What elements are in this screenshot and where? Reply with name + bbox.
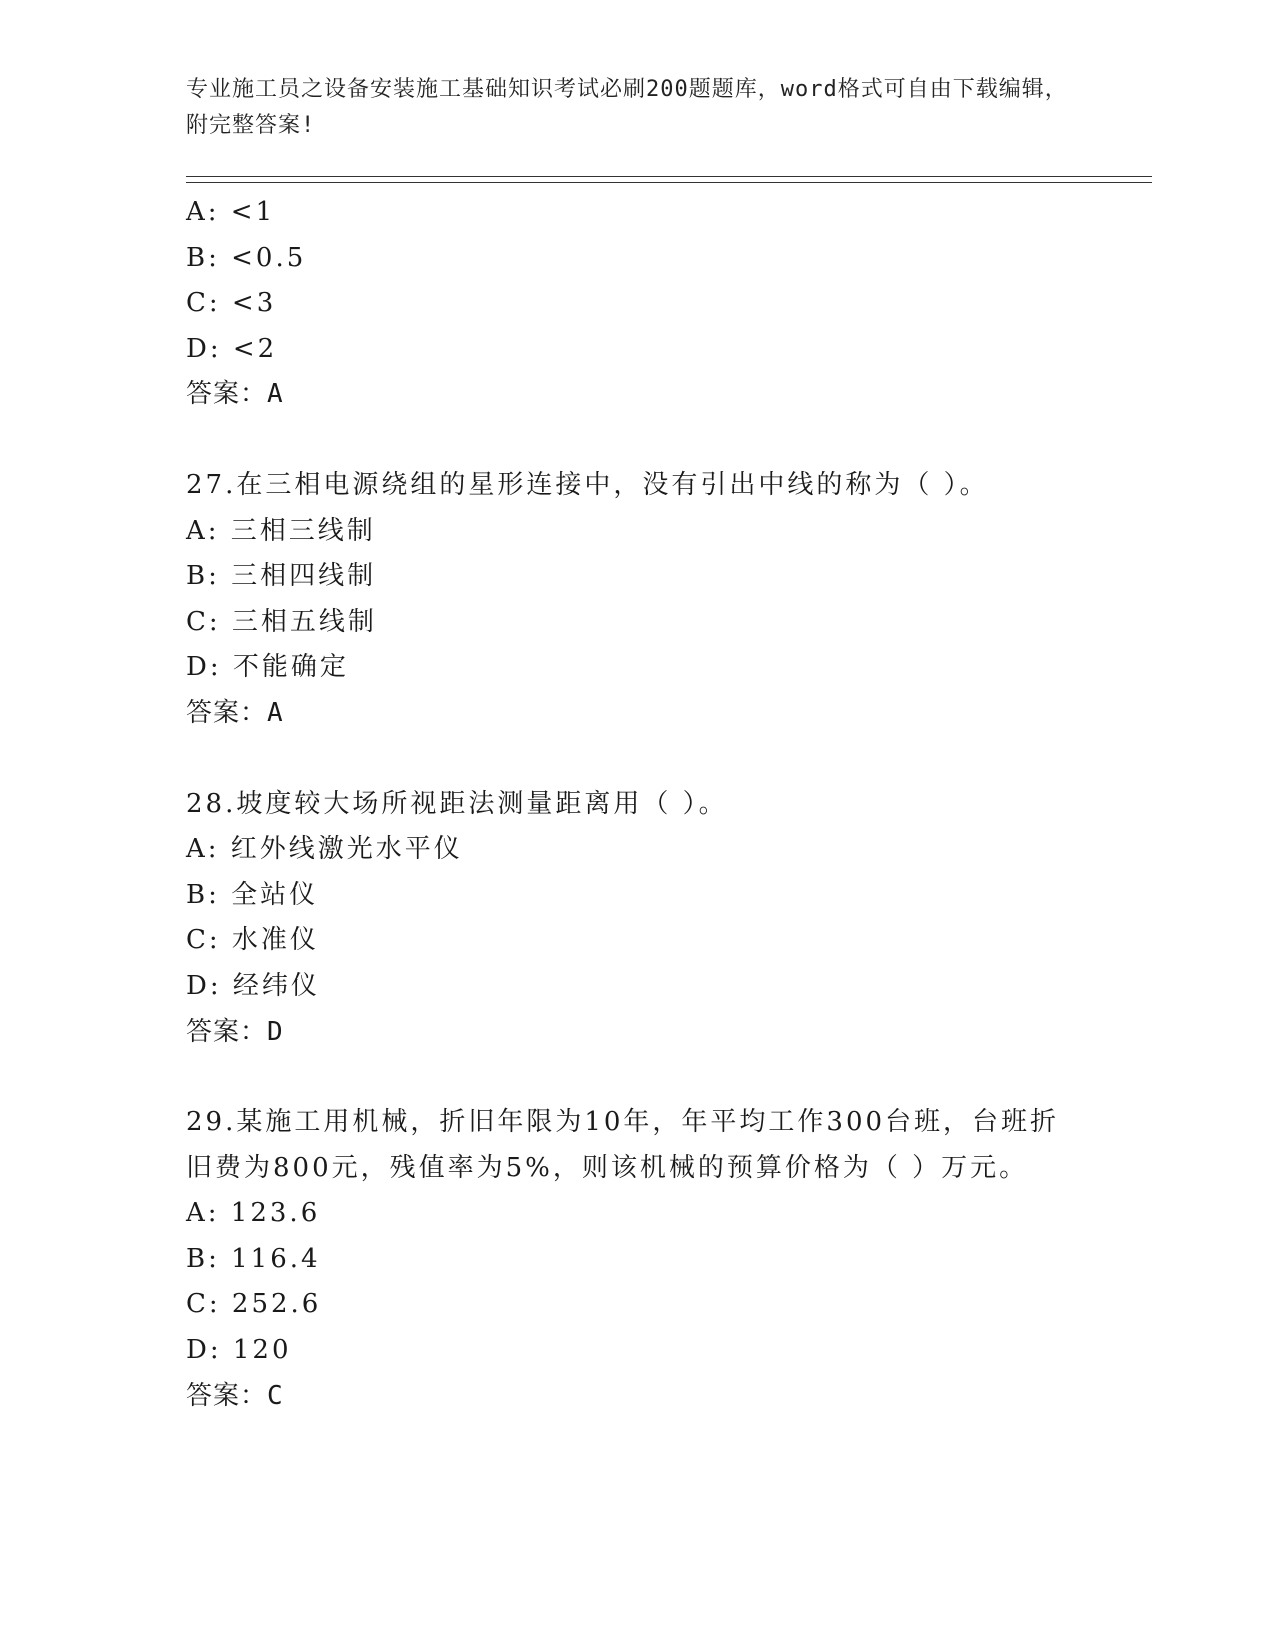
header-rule-top bbox=[186, 176, 1152, 177]
answer: 答案：A bbox=[186, 379, 284, 410]
option-c: C: 水准仪 bbox=[186, 925, 319, 956]
option-b: B: 全站仪 bbox=[186, 879, 319, 910]
option-a: A: 红外线激光水平仪 bbox=[186, 834, 463, 865]
question-stem: 29.某施工用机械，折旧年限为10年，年平均工作300台班，台班折旧费为800元，残值率为5%，则该机械的预算价格为（ ）万元。 bbox=[186, 1107, 1060, 1183]
option-b: B: 116.4 bbox=[186, 1243, 321, 1274]
option-d: D: 不能确定 bbox=[186, 652, 349, 683]
answer: 答案：A bbox=[186, 697, 284, 728]
answer: 答案：D bbox=[186, 1016, 284, 1047]
question-block-29 bbox=[186, 1100, 1086, 1419]
question-block-27 bbox=[186, 463, 1086, 737]
option-c: C: 252.6 bbox=[186, 1289, 322, 1320]
option-c: C: <3 bbox=[186, 288, 277, 319]
option-d: D: <2 bbox=[186, 333, 278, 364]
question-block-26 bbox=[186, 190, 1086, 418]
header-rule-bottom bbox=[186, 182, 1152, 183]
option-d: D: 经纬仪 bbox=[186, 970, 320, 1001]
option-b: B: <0.5 bbox=[186, 242, 307, 273]
option-c: C: 三相五线制 bbox=[186, 606, 377, 637]
document-content bbox=[186, 190, 1086, 1419]
option-d: D: 120 bbox=[186, 1335, 292, 1366]
question-block-28 bbox=[186, 782, 1086, 1056]
question-stem: 28.坡度较大场所视距法测量距离用（ ）。 bbox=[186, 788, 728, 819]
option-b: B: 三相四线制 bbox=[186, 561, 377, 592]
option-a: A: 三相三线制 bbox=[186, 515, 376, 546]
answer: 答案：C bbox=[186, 1380, 284, 1411]
option-a: A: 123.6 bbox=[186, 1198, 321, 1229]
option-a: A: <1 bbox=[186, 197, 276, 227]
question-stem: 27.在三相电源绕组的星形连接中，没有引出中线的称为（ ）。 bbox=[186, 469, 989, 500]
page-header: 专业施工员之设备安装施工基础知识考试必刷200题题库，word格式可自由下载编辑，附完整答案! bbox=[186, 77, 1068, 138]
